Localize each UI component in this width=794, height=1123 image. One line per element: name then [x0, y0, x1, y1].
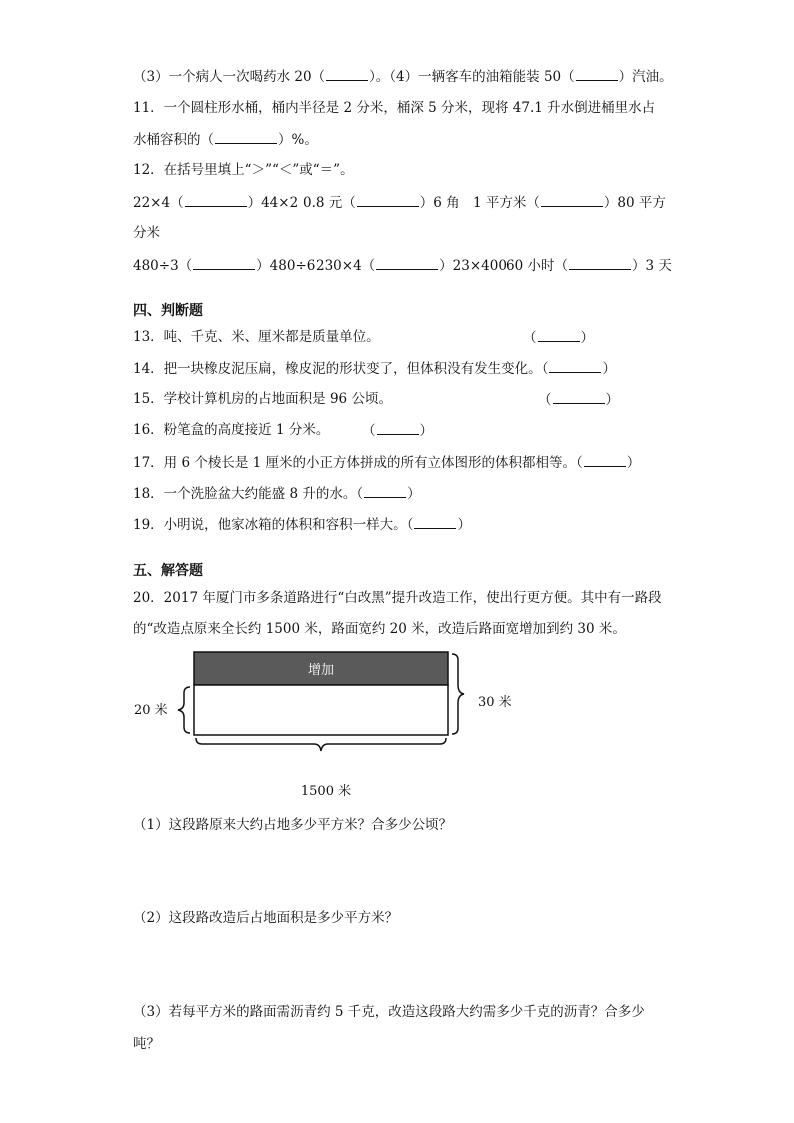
- section-4-title: 四、判断题: [133, 303, 203, 319]
- judge-bracket[interactable]: （ ）: [362, 423, 433, 439]
- question-11-line-2: 水桶容积的（ ）%。: [133, 132, 318, 148]
- question-20-line-2: 的“改造点原来全长约 1500 米，路面宽约 20 米，改造后路面宽增加到约 30 米。: [133, 621, 626, 637]
- compare-item: 1 平方米（ ）80 平方: [473, 195, 666, 211]
- left-brace: [178, 687, 190, 733]
- sub-question-3: （3）若每平方米的路面需沥青约 5 千克，改造这段路大约需多少千克的沥青？合多少: [133, 1004, 645, 1020]
- width-20-label: 20 米: [134, 703, 168, 718]
- sub-question-2: （2）这段路改造后占地面积是多少平方米？: [133, 910, 399, 926]
- question-19: 19．小明说，他家冰箱的体积和容积一样大。（ ）: [133, 517, 471, 533]
- answer-blank[interactable]: [569, 256, 631, 270]
- original-road: [194, 685, 448, 735]
- road-diagram: [0, 645, 794, 805]
- judge-bracket[interactable]: （ ）: [523, 330, 594, 346]
- judge-bracket[interactable]: [364, 484, 406, 498]
- question-15: 15．学校计算机房的占地面积是 96 公顷。: [133, 391, 392, 407]
- answer-blank[interactable]: [576, 67, 618, 81]
- judge-bracket[interactable]: [549, 359, 601, 373]
- question-10-continued: （3）一个病人一次喝药水 20（ ）。（4）一辆客车的油箱能装 50（ ）汽油。: [133, 69, 673, 85]
- compare-item-wrap: 分米: [133, 225, 160, 241]
- length-1500-label: 1500 米: [300, 784, 352, 799]
- judge-bracket[interactable]: [584, 453, 626, 467]
- answer-blank[interactable]: [215, 130, 277, 144]
- compare-item: 230×4（ ）23×400: [316, 258, 507, 274]
- bottom-brace: [196, 738, 446, 751]
- question-14: 14．把一块橡皮泥压扁，橡皮泥的形状变了，但体积没有发生变化。（ ）: [133, 361, 616, 377]
- answer-blank[interactable]: [326, 67, 368, 81]
- answer-blank[interactable]: [541, 193, 603, 207]
- answer-blank[interactable]: [357, 193, 419, 207]
- question-18: 18．一个洗脸盆大约能盛 8 升的水。（ ）: [133, 486, 421, 502]
- right-brace: [452, 654, 464, 734]
- judge-bracket[interactable]: [414, 515, 456, 529]
- sub-question-1: （1）这段路原来大约占地多少平方米？合多少公顷？: [133, 817, 453, 833]
- compare-item: 480÷3（ ）480÷6: [133, 258, 316, 274]
- question-12: 12．在括号里填上“＞”“＜”或“＝”。: [133, 162, 354, 178]
- answer-blank[interactable]: [193, 256, 255, 270]
- question-11: 11．一个圆柱形水桶，桶内半径是 2 分米，桶深 5 分米，现将 47.1 升水倒进桶里水占: [133, 100, 656, 116]
- answer-blank[interactable]: [376, 256, 438, 270]
- question-13: 13．吨、千克、米、厘米都是质量单位。: [133, 329, 380, 345]
- compare-item: 0.8 元（ ）6 角: [303, 195, 460, 211]
- judge-bracket[interactable]: （ ）: [538, 392, 619, 408]
- question-17: 17．用 6 个棱长是 1 厘米的小正方体拼成的所有立体图形的体积都相等。（ ）: [133, 455, 641, 471]
- added-label: 增加: [307, 663, 335, 678]
- answer-blank[interactable]: [185, 193, 247, 207]
- question-16: 16．粉笔盒的高度接近 1 分米。: [133, 422, 330, 438]
- compare-item: 22×4（ ）44×2: [133, 195, 299, 211]
- sub-question-3-line-2: 吨？: [133, 1036, 160, 1052]
- compare-item: 60 小时（ ）3 天: [506, 258, 672, 274]
- width-30-label: 30 米: [478, 695, 512, 710]
- question-20: 20．2017 年厦门市多条道路进行“白改黑”提升改造工作，使出行更方便。其中有一路段: [133, 590, 662, 606]
- section-5-title: 五、解答题: [133, 563, 203, 579]
